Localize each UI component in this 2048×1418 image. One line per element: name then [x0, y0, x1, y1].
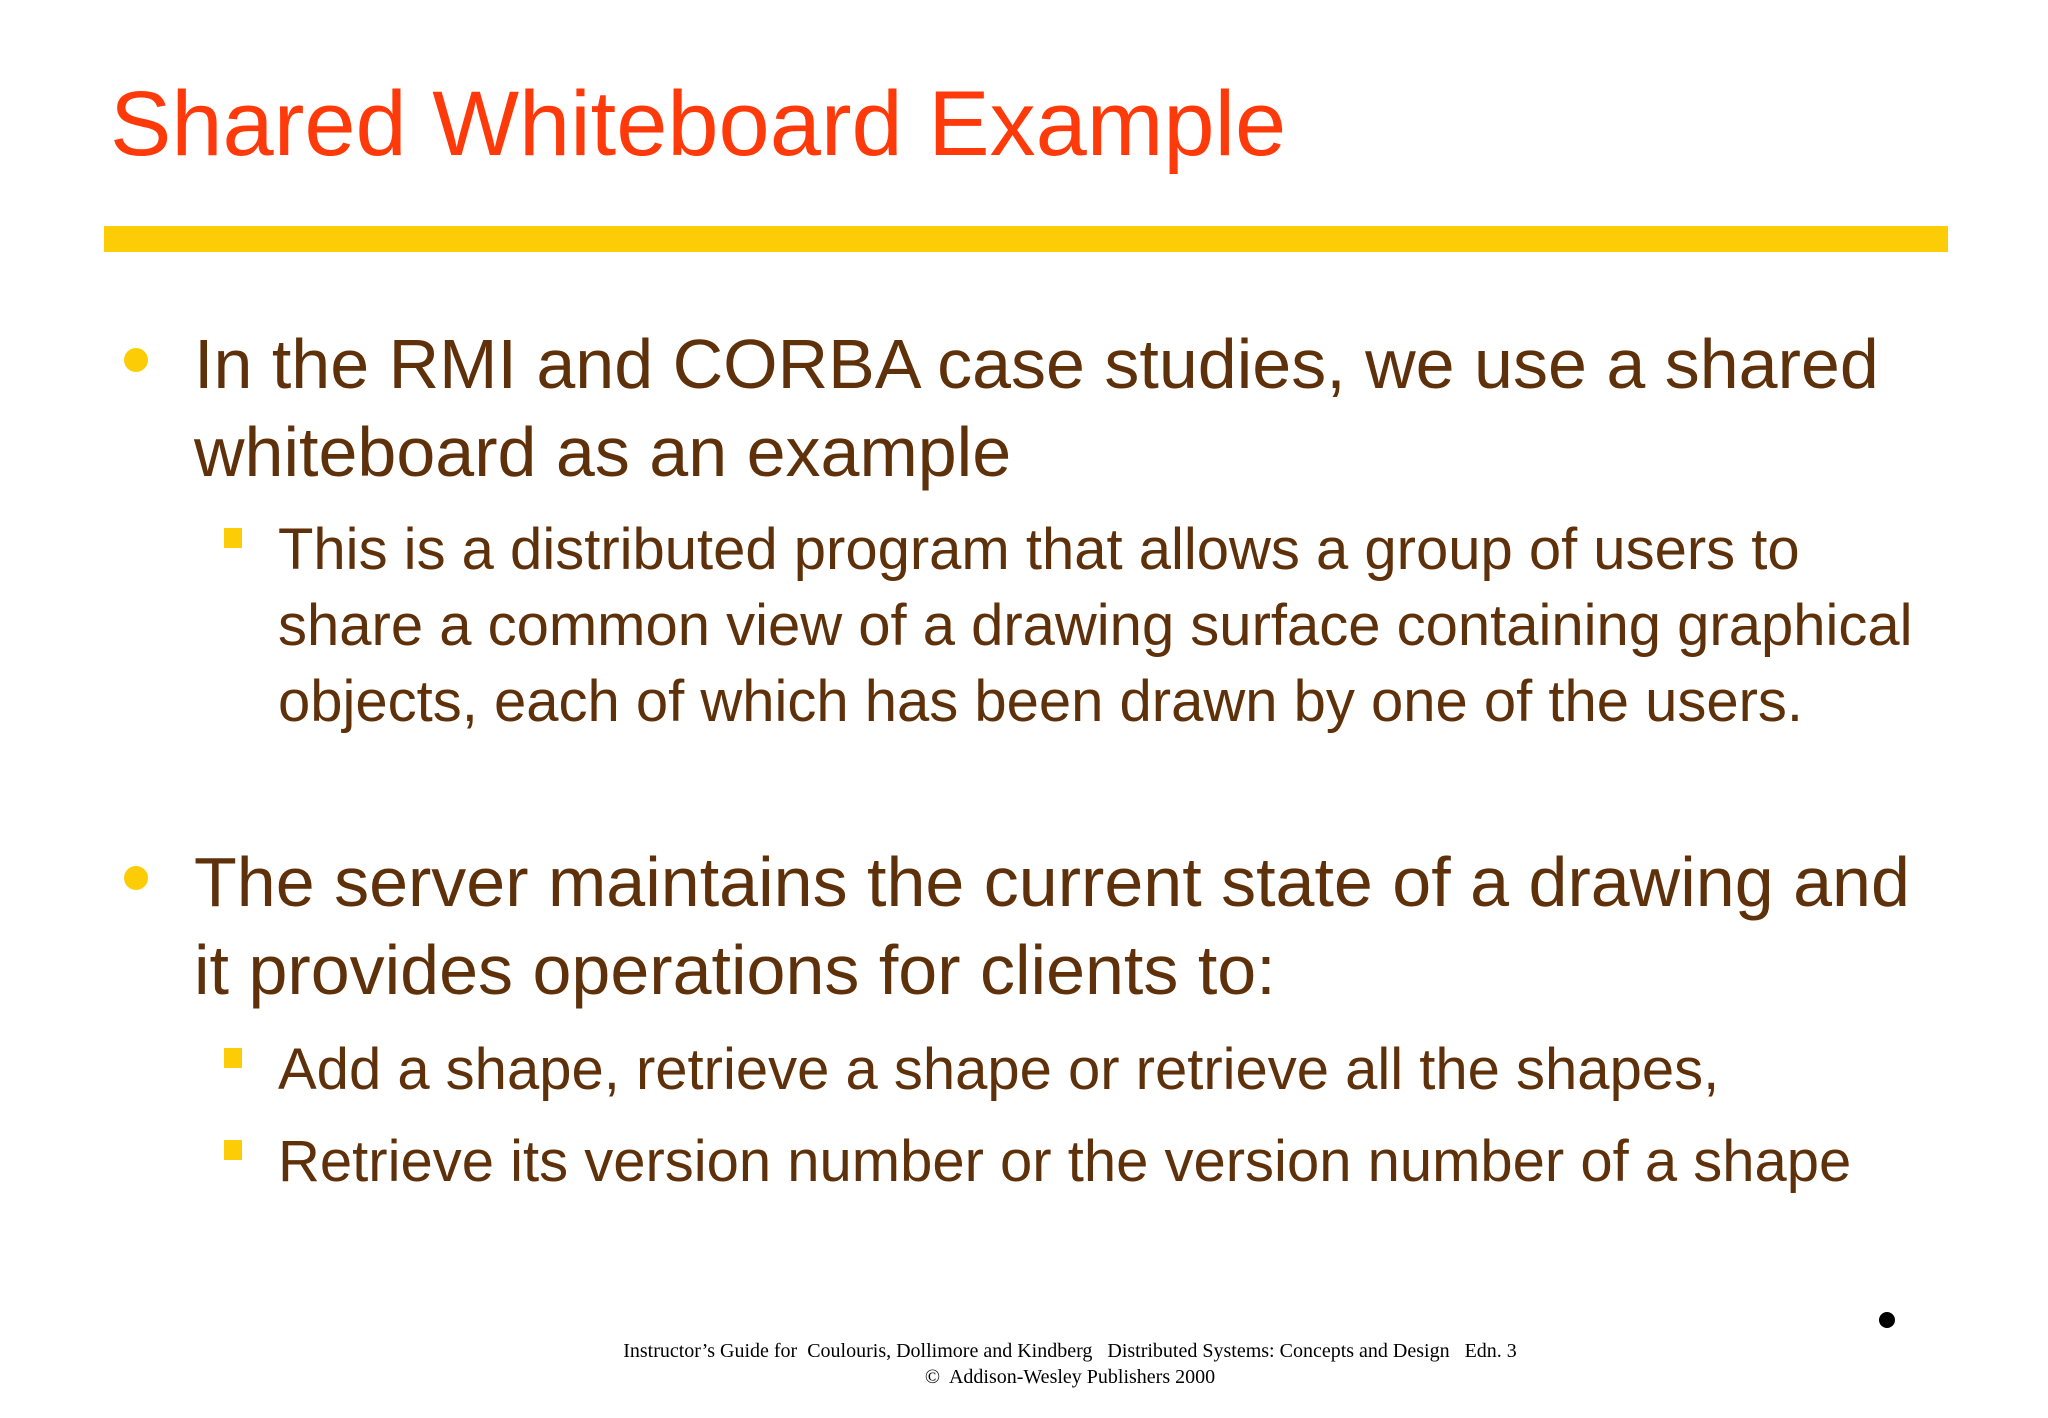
bullet-text: The server maintains the current state of a drawing and it provides operations for clients to: — [194, 843, 1910, 1009]
slide-footer — [0, 1338, 2048, 1390]
sub-bullet-square-icon — [224, 1140, 242, 1160]
footer-copyright: © Addison-Wesley Publishers 2000 — [924, 1366, 1216, 1388]
title-divider — [104, 226, 1948, 252]
sub-bullet-text: Add a shape, retrieve a shape or retrieve all the shapes, — [278, 1037, 1720, 1102]
sub-bullet-text: This is a distributed program that allows a group of users to share a common view of a drawing surface containing graphical objects, each of which has been drawn by one of the users. — [278, 517, 1913, 734]
bullet-text: In the RMI and CORBA case studies, we use a shared whiteboard as an example — [194, 325, 1879, 491]
bullet-dot-icon — [124, 348, 148, 372]
slide-title: Shared Whiteboard Example — [110, 73, 1287, 175]
sub-bullet-square-icon — [224, 1048, 242, 1068]
footer-citation: Instructor’s Guide for Coulouris, Dollimore and Kindberg Distributed Systems: Concepts and Design Edn. 3 — [623, 1340, 1517, 1362]
sub-bullet-text: Retrieve its version number or the version number of a shape — [278, 1129, 1852, 1194]
bullet-dot-icon — [1879, 1312, 1895, 1328]
bullet-dot-icon — [124, 866, 148, 890]
sub-bullet-square-icon — [224, 528, 242, 548]
